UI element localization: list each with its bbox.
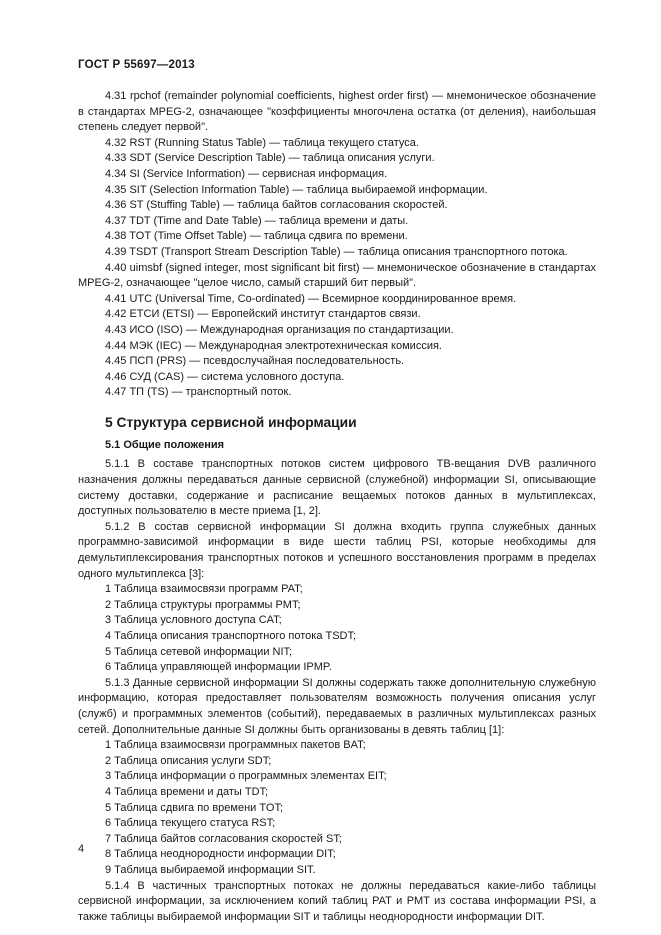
paragraph-5-1-1: 5.1.1 В составе транспортных потоков систем цифрового ТВ-вещания DVB различного назначения должны передаваться данные сервисной (служебной) информации SI, описывающие систему доставки, содержание и расписание вещаемых потоков данных в мультиплексах, доступных пользователю в месте приема [1, 2]. xyxy=(78,458,596,518)
paragraph-5-1-2: 5.1.2 В состав сервисной информации SI должна входить группа служебных данных программно-зависимой информации в виде шести таблиц PSI, которые необходимы для демультиплексирования транспортных потоков и успешного восстановления программ в пределах одного мультиплекса [3]: xyxy=(78,520,596,580)
definition-item: 4.40 uimsbf (signed integer, most significant bit first) — мнемоническое обозначение в стандартах MPEG-2, означающее "целое число, самый старший бит первый". xyxy=(78,261,596,290)
definition-item: 4.47 ТП (TS) — транспортный поток. xyxy=(105,386,292,399)
document-header: ГОСТ Р 55697—2013 xyxy=(78,59,195,71)
definition-item: 4.41 UTC (Universal Time, Co-ordinated) — Всемирное координированное время. xyxy=(105,292,517,305)
definition-item: 4.31 rpchof (remainder polynomial coefficients, highest order first) — мнемоническое обозначение в стандартах MPEG-2, означающее "коэффициенты многочлена остатка (от деления), наибольшая степень следует первой". xyxy=(78,90,596,134)
page-content xyxy=(78,89,596,925)
list-item: 2 Таблица описания услуги SDT; xyxy=(105,754,272,767)
list-item: 3 Таблица условного доступа CAT; xyxy=(105,614,282,627)
definition-item: 4.44 МЭК (IEC) — Международная электротехническая комиссия. xyxy=(105,339,442,352)
list-item: 3 Таблица информации о программных элементах EIT; xyxy=(105,770,387,783)
list-item: 9 Таблица выбираемой информации SIT. xyxy=(105,863,316,876)
definition-item: 4.39 TSDT (Transport Stream Description Table) — таблица описания транспортного потока. xyxy=(105,245,568,258)
definition-item: 4.37 TDT (Time and Date Table) — таблица времени и даты. xyxy=(105,214,409,227)
definition-item: 4.38 TOT (Time Offset Table) — таблица сдвига по времени. xyxy=(105,230,408,243)
definition-item: 4.36 ST (Stuffing Table) — таблица байтов согласования скоростей. xyxy=(105,199,448,212)
list-item: 4 Таблица описания транспортного потока TSDT; xyxy=(105,630,357,642)
definition-item: 4.34 SI (Service Information) — сервисная информация. xyxy=(105,167,388,180)
list-item: 6 Таблица управляющей информации IPMP. xyxy=(105,661,332,674)
list-item: 5 Таблица сетевой информации NIT; xyxy=(105,645,293,658)
list-item: 5 Таблица сдвига по времени TOT; xyxy=(105,801,284,814)
definition-item: 4.46 СУД (CAS) — система условного доступа. xyxy=(105,370,345,383)
list-item: 2 Таблица структуры программы PMT; xyxy=(105,598,301,611)
subsection-title: 5.1 Общие положения xyxy=(105,438,225,451)
definition-item: 4.35 SIT (Selection Information Table) — таблица выбираемой информации. xyxy=(105,183,488,196)
list-item: 1 Таблица взаимосвязи программных пакетов BAT; xyxy=(105,739,366,752)
definition-item: 4.45 ПСП (PRS) — псевдослучайная последовательность. xyxy=(105,355,405,368)
definition-item: 4.32 RST (Running Status Table) — таблица текущего статуса. xyxy=(105,136,419,149)
page-number: 4 xyxy=(78,843,85,855)
definition-item: 4.43 ИСО (ISO) — Международная организация по стандартизации. xyxy=(105,323,454,336)
section-title: 5 Структура сервисной информации xyxy=(105,414,357,430)
definition-item: 4.42 ЕТСИ (ETSI) — Европейский институт стандартов связи. xyxy=(105,308,421,321)
definition-item: 4.33 SDT (Service Description Table) — таблица описания услуги. xyxy=(105,152,435,165)
list-item: 4 Таблица времени и даты TDT; xyxy=(105,785,269,798)
list-item: 7 Таблица байтов согласования скоростей ST; xyxy=(105,832,342,845)
list-item: 6 Таблица текущего статуса RST; xyxy=(105,817,276,830)
paragraph-5-1-4: 5.1.4 В частичных транспортных потоках не должны передаваться какие-либо таблицы сервисной информации, за исключением копий таблиц PAT и PMT из состава информации PSI, а также таблицы выбираемой информации SIT и таблицы неоднородности информации DIT. xyxy=(78,879,596,923)
list-item: 1 Таблица взаимосвязи программ PAT; xyxy=(105,583,303,596)
list-item: 8 Таблица неоднородности информации DIT; xyxy=(105,848,336,861)
paragraph-5-1-3: 5.1.3 Данные сервисной информации SI должны содержать также дополнительную служебную информацию, которая предоставляет пользователям возможность получения описания услуг (служб) и программных элементов (событий), передаваемых в различных мультиплексах разных сетей. Дополнительные данные SI должны быть организованы в девять таблиц [1]: xyxy=(78,676,596,736)
